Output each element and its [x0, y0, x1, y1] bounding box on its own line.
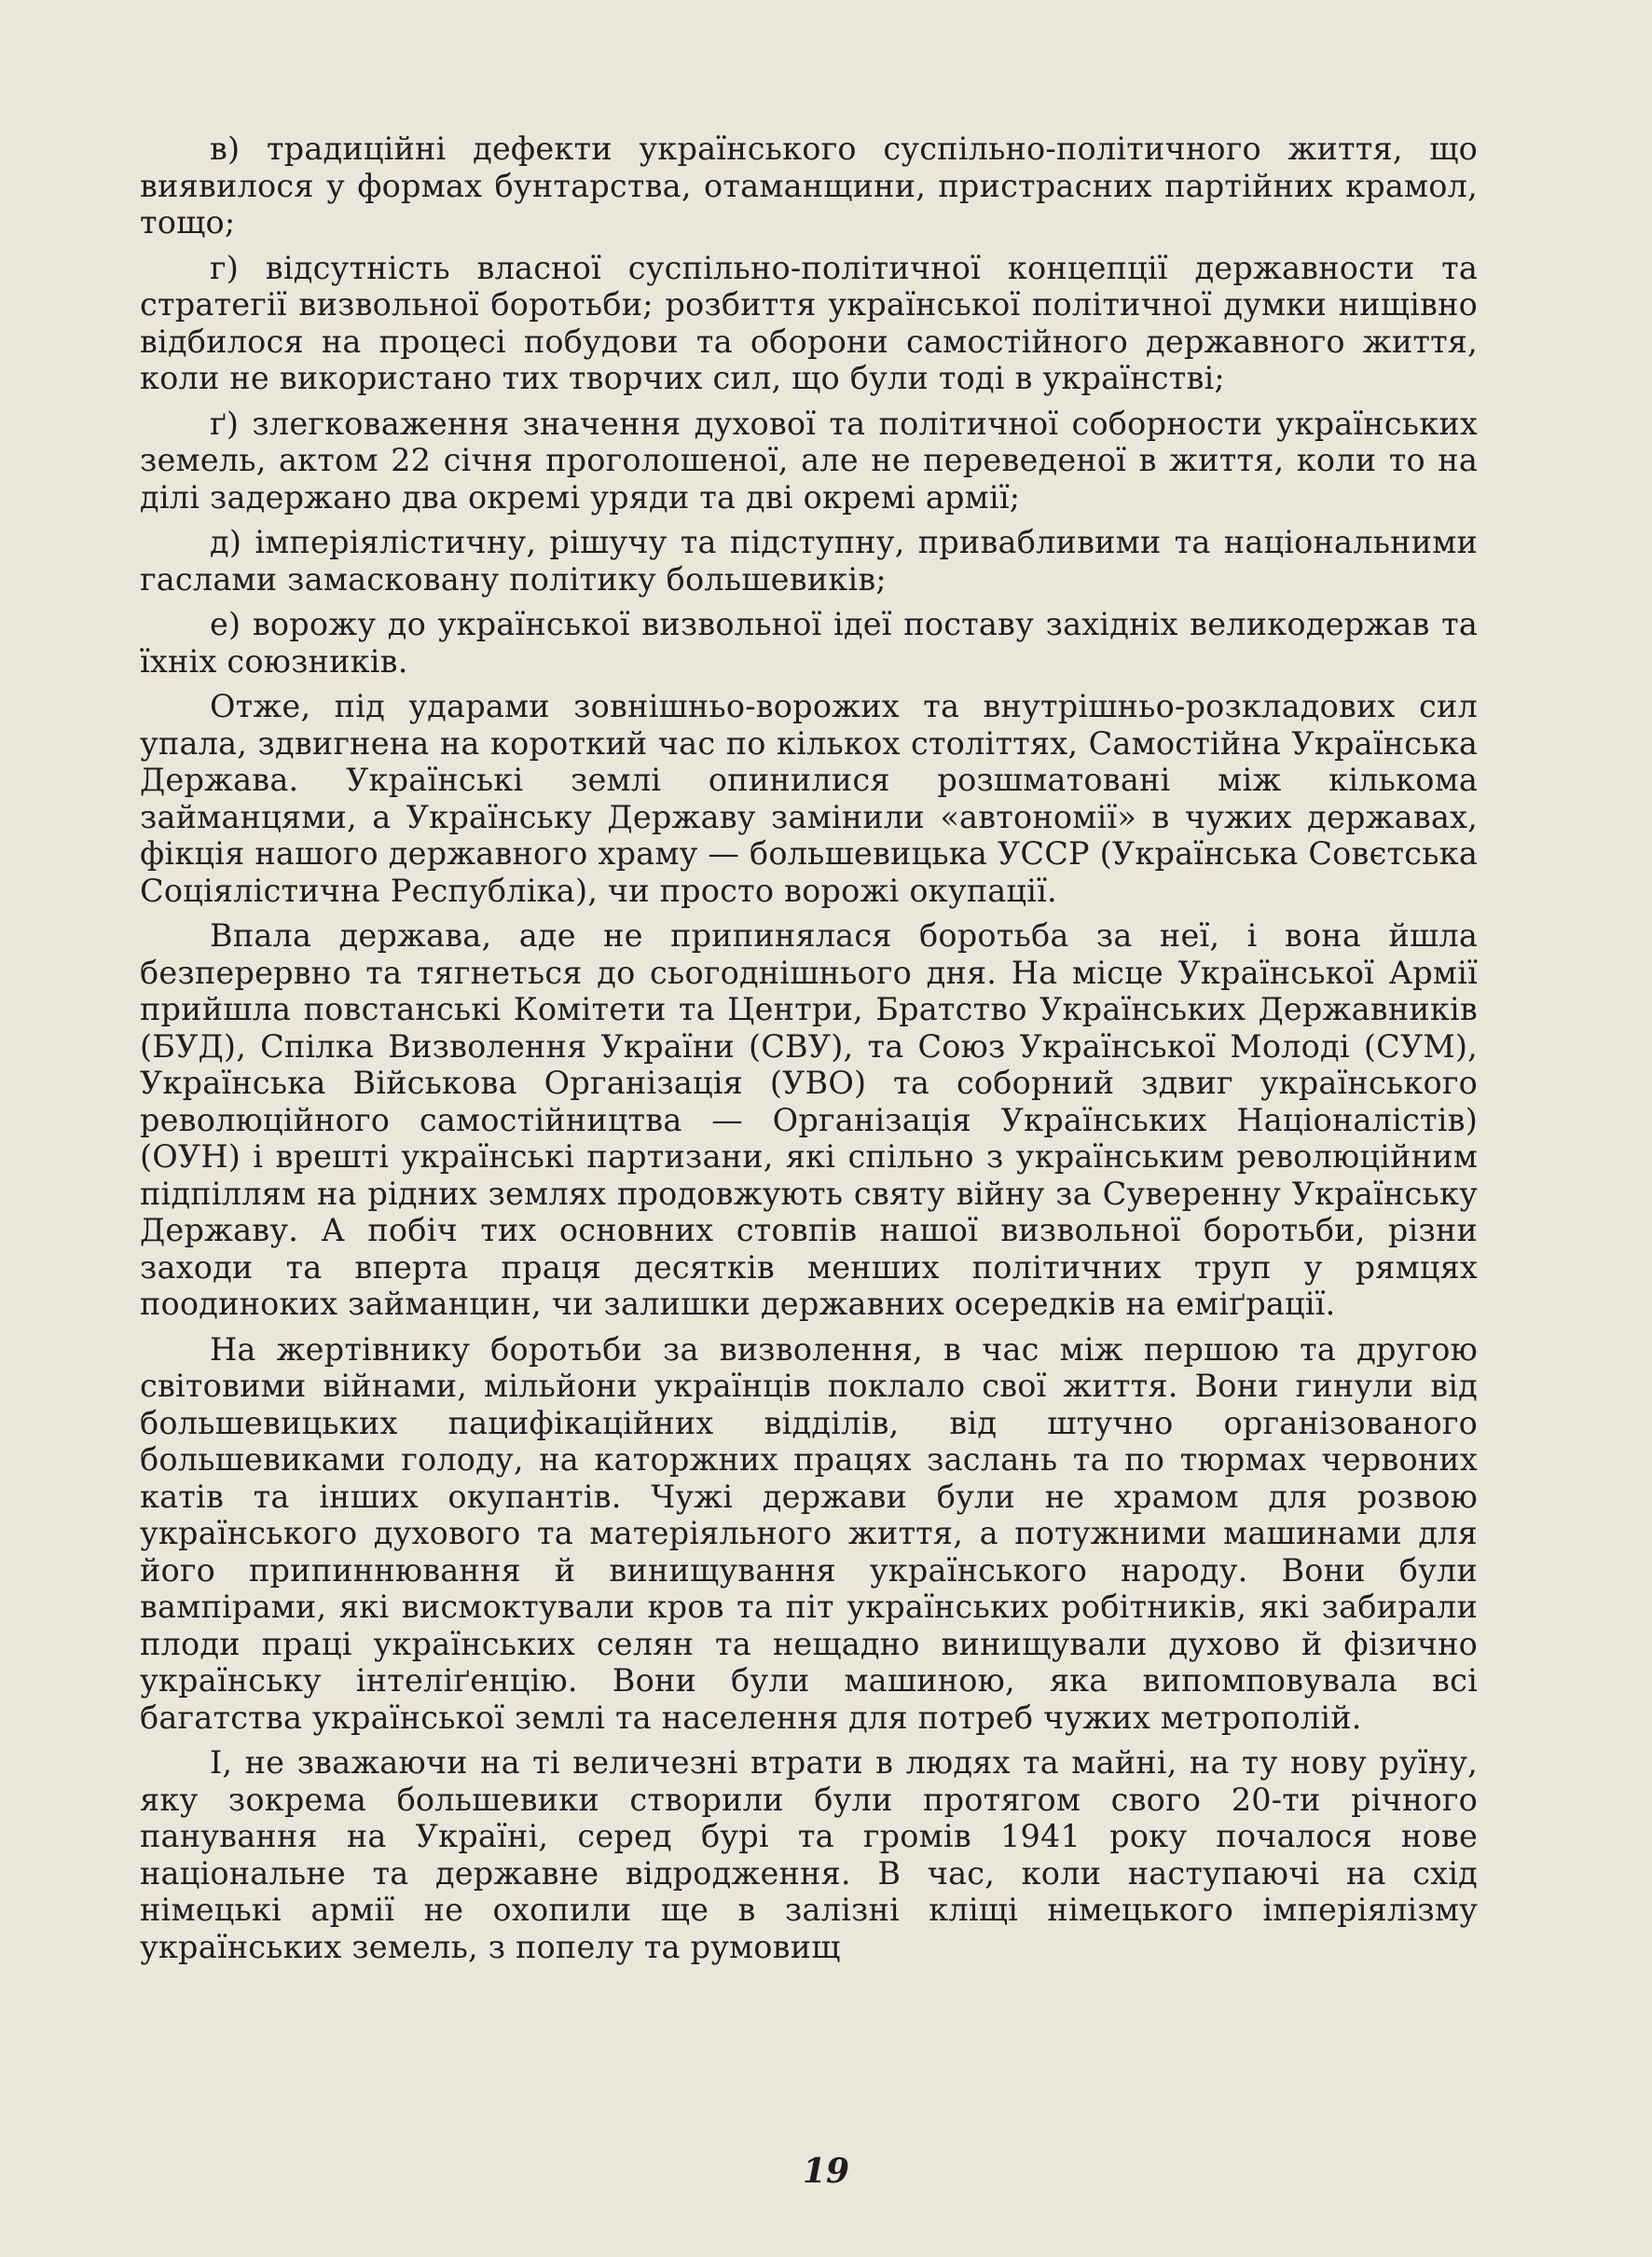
- paragraph-na-zhertivnyku: На жертівнику боротьби за визволення, в час між першою та другою світовими війнами, мільйони українців поклало свої життя. Вони гинули від большевицьких пацифікаційних відділів, від штучно організованого большевиками голоду, на каторжних працях заслань та по тюрмах червоних катів та інших окупантів. Чужі держави були не храмом для розвою українського духового та матеріяльного життя, а потужними машинами для його припиннювання й винищування українського народу. Вони були вампірами, які висмоктували кров та піт українських робітників, які забирали плоди праці українських селян та нещадно винищували духово й фізично українську інтеліґенцію. Вони були машиною, яка випомповувала всі багатства української землі та населення для потреб чужих метрополій.: [140, 1330, 1478, 1736]
- paragraph-e: е) ворожу до української визвольної ідеї поставу західніх великодержав та їхніх союзників.: [140, 606, 1478, 680]
- paragraph-v: в) традиційні дефекти українського суспільно-політичного життя, що виявилося у формах бунтарства, отаманщини, пристрасних партійних крамол, тощо;: [140, 131, 1478, 241]
- paragraph-otzhe: Отже, під ударами зовнішньо-ворожих та внутрішньо-розкладових сил упала, здвигнена на короткий час по кількох століттях, Самостійна Українська Держава. Українські землі опинилися розшматовані між кількома займанцями, а Українську Державу замінили «автономії» в чужих державах, фікція нашого державного храму — большевицька УССР (Українська Совєтська Соціялістична Республіка), чи просто ворожі окупації.: [140, 688, 1478, 909]
- paragraph-d: д) імперіялістичну, рішучу та підступну, привабливими та національними гаслами замасковану політику большевиків;: [140, 524, 1478, 598]
- paragraph-vpala-derzhava: Впала держава, аде не припинялася боротьба за неї, і вона йшла безперервно та тягнеться до сьогоднішнього дня. На місце Української Армії прийшла повстанські Комітети та Центри, Братство Українських Державників (БУД), Спілка Визволення України (СВУ), та Союз Української Молоді (СУМ), Українська Військова Організація (УВО) та соборний здвиг українського революційного самостійництва — Організація Українських Націоналістів) (ОУН) і врешті українські партизани, які спільно з українським революційним підпіллям на рідних землях продовжують святу війну за Суверенну Українську Державу. А побіч тих основних стовпів нашої визвольної боротьби, різни заходи та вперта праця десятків менших політичних труп у рямцях поодиноких займанцин, чи залишки державних осередків на еміґрації.: [140, 917, 1478, 1322]
- paragraph-h: г) відсутність власної суспільно-політичної концепції державности та стратегії визвольної боротьби; розбиття української політичної думки нищівно відбилося на процесі побудови та оборони самостійного державного життя, коли не використано тих творчих сил, що були тоді в українстві;: [140, 249, 1478, 396]
- paragraph-i-ne-zvazhayuchy: І, не зважаючи на ті величезні втрати в людях та майні, на ту нову руїну, яку зокрема большевики створили були протягом свого 20-ти річного панування на Україні, серед бурі та громів 1941 року почалося нове національне та державне відродження. В час, коли наступаючі на схід німецькі армії не охопили ще в залізні кліщі німецького імперіялізму українських земель, з попелу та румовищ: [140, 1744, 1478, 1965]
- page-number: 19: [802, 2152, 850, 2191]
- body-text: [140, 131, 1478, 1974]
- paragraph-g: ґ) злегковаження значення духової та політичної соборности українських земель, актом 22 січня проголошеної, але не переведеної в життя, коли то на ділі задержано два окремі уряди та дві окремі армії;: [140, 405, 1478, 516]
